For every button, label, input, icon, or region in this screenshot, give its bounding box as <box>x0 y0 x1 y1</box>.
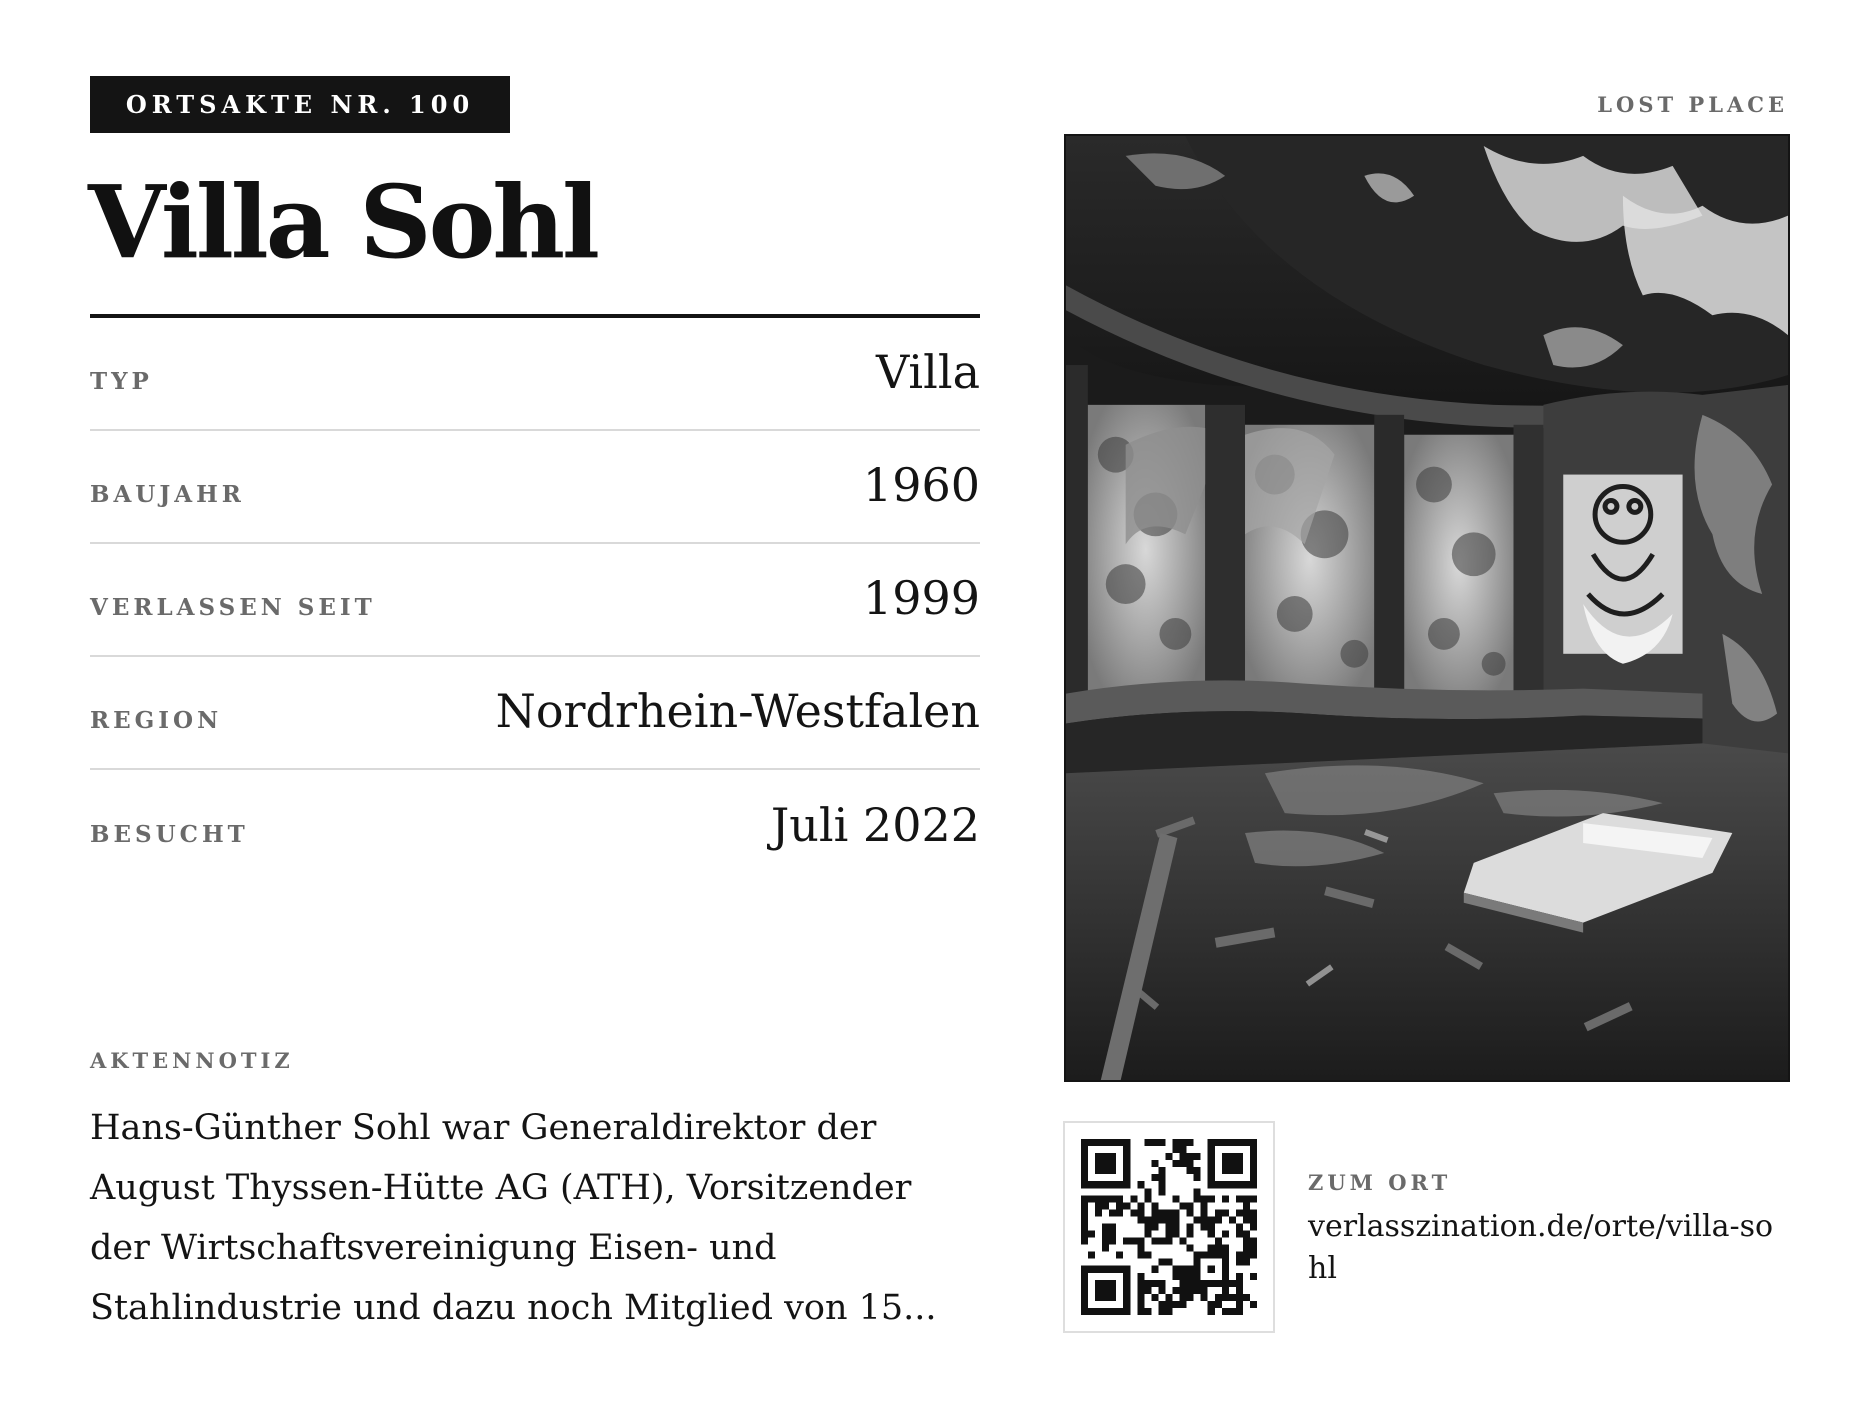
fact-value: 1999 <box>862 570 980 625</box>
abandoned-villa-photo <box>1064 134 1790 1082</box>
location-link[interactable]: verlasszination.de/orte/villa-sohl <box>1308 1209 1774 1286</box>
fact-row-baujahr <box>90 431 980 544</box>
fact-row-besucht <box>90 770 980 883</box>
photo-illustration <box>1066 136 1788 1080</box>
fact-label: TYP <box>90 368 153 395</box>
fact-label: BESUCHT <box>90 821 249 848</box>
page-title: Villa Sohl <box>88 163 598 281</box>
fact-row-typ <box>90 318 980 431</box>
fact-label: BAUJAHR <box>90 481 245 508</box>
file-number-badge: ORTSAKTE NR. 100 <box>90 76 510 133</box>
note-label: AKTENNOTIZ <box>90 1048 294 1073</box>
category-label: LOST PLACE <box>1597 92 1788 117</box>
fact-table <box>90 318 980 883</box>
qr-code-icon <box>1081 1139 1257 1315</box>
fact-row-verlassen-seit <box>90 544 980 657</box>
fact-value: 1960 <box>862 457 980 512</box>
fact-value: Nordrhein-Westfalen <box>495 683 980 738</box>
fact-label: VERLASSEN SEIT <box>90 594 376 621</box>
fact-label: REGION <box>90 707 223 734</box>
fact-value: Villa <box>876 344 980 399</box>
link-label: ZUM ORT <box>1308 1170 1452 1195</box>
fact-value: Juli 2022 <box>770 797 980 852</box>
fact-row-region <box>90 657 980 770</box>
qr-code[interactable] <box>1063 1121 1275 1333</box>
note-text: Hans-Günther Sohl war Generaldirektor der August Thyssen-Hütte AG (ATH), Vorsitzender der Wirtschaftsvereinigung Eisen- und Stahlindustrie und dazu noch Mitglied von 15... <box>90 1108 937 1328</box>
